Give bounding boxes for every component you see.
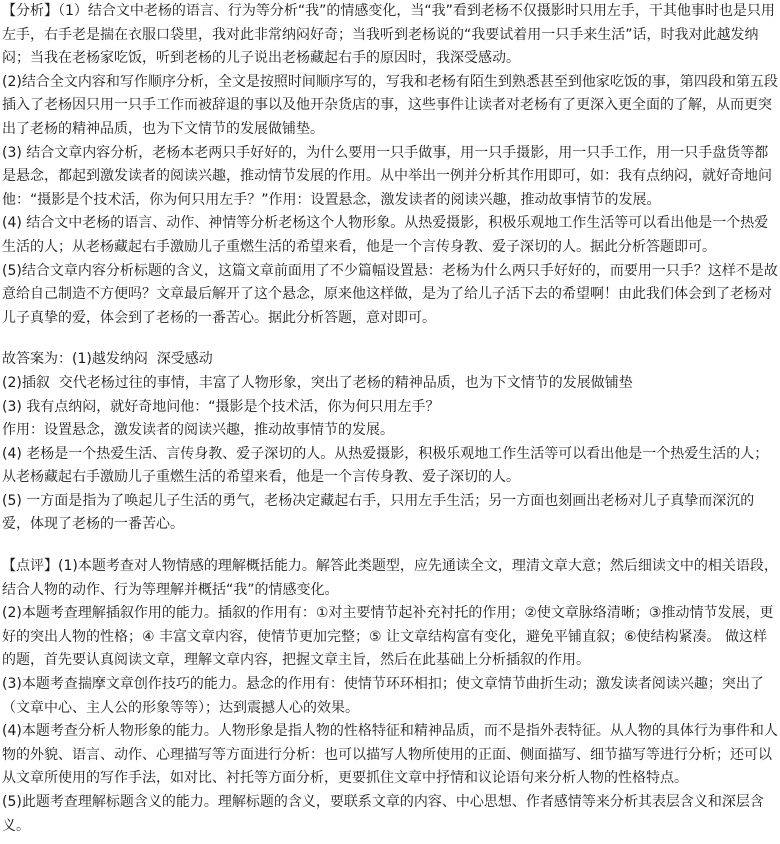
analysis-paragraph-4: (4) 结合文中老杨的语言、动作、神情等分析老杨这个人物形象。从热爱摄影，积极乐观地工作生活等可以看出他是一个热爱生活的人；从老杨藏起右手激励儿子重燃生活的希望来看，他是一个言传身教、爱子深切的人。据此分析答题即可。 xyxy=(2,215,769,255)
answer-paragraph-2: (2)插叙 交代老杨过往的事情，丰富了人物形象，突出了老杨的精神品质，也为下文情节的发展做铺垫 xyxy=(2,374,633,391)
analysis-section xyxy=(2,0,778,330)
answer-paragraph-4: 作用：设置悬念，激发读者的阅读兴趣，推动故事情节的发展。 xyxy=(2,422,394,439)
comment-paragraph-2: (2)本题考查理解插叙作用的能力。插叙的作用有：①对主要情节起补充衬托的作用；②使文章脉络清晰；③推动情节发展，更好的突出人物的性格；④ 丰富文章内容，使情节更加完整；⑤ 让文章结构富有变化，避免平铺直叙；⑥使结构紧凑。 做这样的题，首先要认真阅读文章，理解文章内容，把握文章主旨，然后在此基础上分析插叙的作用。 xyxy=(2,605,774,669)
comment-paragraph-4: (4)本题考查分析人物形象的能力。人物形象是指人物的性格特征和精神品质，而不是指外表特征。从人物的具体行为事件和人物的外貌、语言、动作、心理描写等方面进行分析：也可以描写人物所使用的正面、侧面描写、细节描写等进行分析；还可以从文章所使用的写作手法，如对比、衬托等方面分析，更要抓住文章中抒情和议论语句来分析人物的性格特点。 xyxy=(2,723,778,787)
comment-paragraph-5: (5)此题考查理解标题含义的能力。理解标题的含义，要联系文章的内容、中心思想、作者感情等来分析其表层含义和深层含义。 xyxy=(2,794,764,834)
analysis-paragraph-1: 【分析】（1）结合文中老杨的语言、行为等分析“我”的情感变化，当“我”看到老杨不仅摄影时只用左手，干其他事时也是只用左手，右手老是揣在衣服口袋里，我对此非常纳闷好奇；当我听到老杨说的“我要试着用一只手来生活”话，时我对此越发纳闷；当我在老杨家吃饭，听到老杨的儿子说出老杨藏起右手的原因时，我深受感动。 xyxy=(2,3,775,67)
section-spacer xyxy=(2,537,778,555)
answer-paragraph-6: (5) 一方面是指为了唤起儿子生活的勇气，老杨决定藏起右手，只用左手生活；另一方面也刻画出老杨对儿子真挚而深沉的爱，体现了老杨的一番苦心。 xyxy=(2,492,755,533)
analysis-paragraph-2: (2)结合全文内容和写作顺序分析，全文是按照时间顺序写的，写我和老杨有陌生到熟悉甚至到他家吃饭的事，第四段和第五段插入了老杨因只用一只手工作而被辞退的事以及他开杂货店的事，这些事件让读者对老杨有了更深入更全面的了解，从而更突出了老杨的精神品质，也为下文情节的发展做铺垫。 xyxy=(2,73,778,137)
analysis-paragraph-3: (3) 结合文章内容分析，老杨本老两只手好好的，为什么要用一只手做事，用一只手摄影，用一只手工作，用一只手盘货等都是悬念，都起到激发读者的阅读兴趣，推动情节发展的作用。从中举出一例并分析其作用即可，如：我有点纳闷，就好奇地问他：“摄影是个技术活，你为何只用左手？”作用：设置悬念，激发读者的阅读兴趣，推动故事情节的发展。 xyxy=(2,144,772,208)
section-spacer xyxy=(2,330,778,348)
answer-section xyxy=(2,348,778,537)
document-body xyxy=(2,0,778,838)
answer-paragraph-3: (3) 我有点纳闷，就好奇地问他：“摄影是个技术活，你为何只用左手？ xyxy=(2,398,440,415)
comment-section xyxy=(2,555,778,838)
comment-paragraph-1: 【点评】(1)本题考查对人物情感的理解概括能力。解答此类题型，应先通读全文，理清文章大意；然后细读文中的相关语段，结合人物的动作、行为等理解并概括“我”的情感变化。 xyxy=(2,558,778,598)
comment-paragraph-3: (3)本题考查揣摩文章创作技巧的能力。悬念的作用有：使情节环环相扣；使文章情节曲折生动；激发读者阅读兴趣；突出了（文章中心、主人公的形象等等）；达到震撼人心的效果。 xyxy=(2,676,764,716)
answer-paragraph-1: 故答案为：(1)越发纳闷 深受感动 xyxy=(2,351,213,368)
analysis-paragraph-5: (5)结合文章内容分析标题的含义，这篇文章前面用了不少篇幅设置悬：老杨为什么两只手好好的，而要用一只手？这样不是故意给自己制造不方便吗？文章最后解开了这个悬念，原来他这样做，是为了给儿子活下去的希望啊！由此我们体会到了老杨对儿子真挚的爱，体会到了老杨的一番苦心。据此分析答题，意对即可。 xyxy=(2,262,778,326)
answer-paragraph-5: (4) 老杨是一个热爱生活、言传身教、爱子深切的人。从热爱摄影，积极乐观地工作生活等可以看出他是一个热爱生活的人；从老杨藏起右手激励儿子重燃生活的希望来看，他是一个言传身教、爱子深切的人。 xyxy=(2,445,769,486)
